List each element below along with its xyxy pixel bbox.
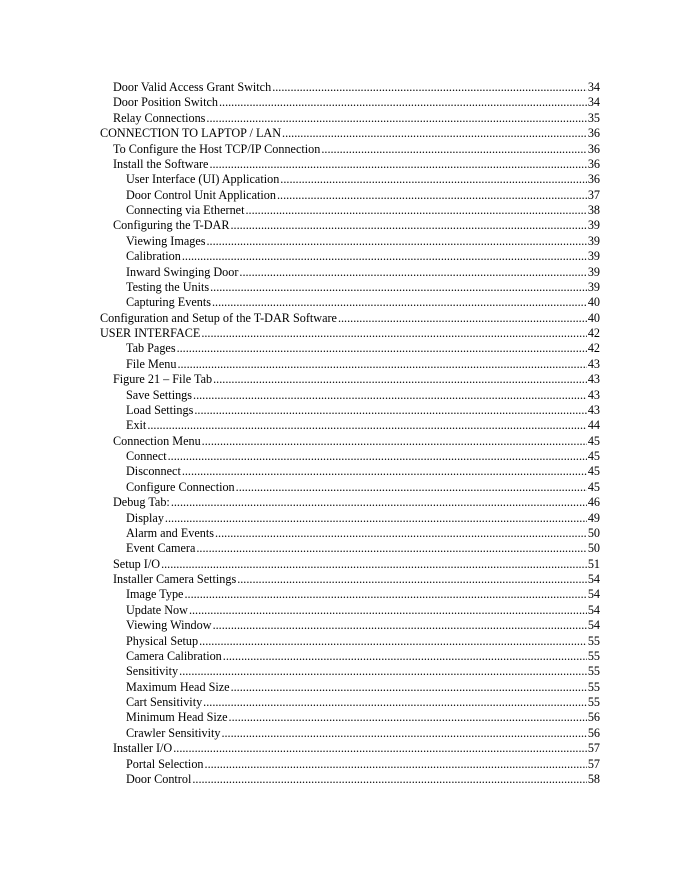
toc-dot-leader [223, 649, 587, 664]
toc-entry[interactable] [126, 695, 600, 710]
toc-entry-title: Installer I/O [113, 741, 173, 756]
toc-dot-leader [321, 142, 586, 157]
toc-entry[interactable] [126, 203, 600, 218]
toc-dot-leader [277, 188, 587, 203]
toc-entry-title: Figure 21 – File Tab [113, 372, 213, 387]
toc-dot-leader [338, 311, 587, 326]
toc-dot-leader [231, 680, 587, 695]
toc-entry-title: Door Position Switch [113, 95, 218, 110]
toc-entry[interactable] [113, 142, 600, 157]
toc-entry-title: Image Type [126, 587, 184, 602]
toc-dot-leader [199, 634, 587, 649]
toc-entry-title: Setup I/O [113, 556, 161, 571]
toc-entry-title: Relay Connections [113, 110, 206, 125]
toc-dot-leader [230, 218, 586, 233]
toc-entry-page-number: 54 [587, 572, 600, 586]
toc-entry-page-number: 39 [587, 249, 600, 264]
toc-dot-leader [173, 741, 587, 756]
toc-entry-title: CONNECTION TO LAPTOP / LAN [100, 126, 282, 141]
toc-entry[interactable] [113, 95, 600, 110]
toc-entry-page-number: 39 [587, 218, 600, 233]
toc-entry-page-number: 45 [587, 433, 600, 448]
toc-entry[interactable] [126, 480, 600, 495]
toc-entry-title: Capturing Events [126, 295, 211, 310]
toc-entry-page-number: 38 [587, 203, 600, 217]
toc-entry[interactable] [113, 572, 600, 587]
toc-dot-leader [206, 234, 586, 249]
toc-entry-page-number: 43 [587, 402, 600, 417]
toc-entry-title: Door Control Unit Application [126, 187, 276, 202]
toc-entry-title: Connecting via Ethernet [126, 203, 245, 217]
toc-entry-title: Inward Swinging Door [126, 264, 239, 279]
toc-dot-leader [202, 434, 587, 449]
toc-dot-leader [239, 265, 586, 280]
toc-dot-leader [212, 295, 587, 310]
toc-entry-title: Door Valid Access Grant Switch [113, 80, 272, 94]
toc-dot-leader [193, 388, 587, 403]
toc-entry-page-number: 55 [587, 695, 600, 709]
toc-entry-page-number: 55 [587, 648, 600, 663]
toc-dot-leader [237, 572, 587, 587]
toc-entry[interactable] [126, 710, 600, 725]
toc-entry[interactable] [126, 449, 600, 464]
toc-entry-title: Viewing Window [126, 618, 212, 633]
toc-entry-page-number: 36 [587, 156, 600, 171]
toc-entry-title: Cart Sensitivity [126, 695, 203, 709]
toc-dot-leader [205, 757, 587, 772]
toc-entry-title: Camera Calibration [126, 648, 222, 663]
toc-dot-leader [165, 511, 587, 526]
toc-entry[interactable] [126, 234, 600, 249]
toc-entry-title: Tab Pages [126, 341, 176, 356]
toc-entry-page-number: 40 [587, 310, 600, 325]
toc-entry-page-number: 45 [587, 449, 600, 463]
toc-entry-title: Calibration [126, 249, 181, 264]
toc-dot-leader [209, 157, 586, 172]
toc-dot-leader [171, 495, 587, 510]
toc-dot-leader [182, 464, 587, 479]
toc-entry[interactable] [126, 403, 600, 418]
toc-entry[interactable] [113, 372, 600, 387]
toc-dot-leader [168, 449, 587, 464]
toc-entry-page-number: 54 [587, 602, 600, 617]
toc-entry-page-number: 36 [587, 172, 600, 187]
toc-entry[interactable] [126, 388, 600, 403]
toc-dot-leader [147, 418, 587, 433]
toc-dot-leader [161, 557, 587, 572]
toc-entry-title: Save Settings [126, 387, 193, 402]
toc-entry-page-number: 36 [587, 141, 600, 156]
toc-entry-page-number: 37 [587, 187, 600, 202]
toc-entry-page-number: 40 [587, 295, 600, 310]
toc-entry[interactable] [113, 741, 600, 756]
toc-entry[interactable] [100, 326, 600, 341]
toc-dot-leader [177, 357, 586, 372]
toc-entry-title: Configuration and Setup of the T-DAR Software [100, 310, 337, 325]
toc-dot-leader [179, 664, 587, 679]
toc-entry-title: Physical Setup [126, 633, 199, 648]
toc-entry[interactable] [113, 557, 600, 572]
toc-entry[interactable] [126, 680, 600, 695]
toc-entry-title: Configure Connection [126, 479, 235, 494]
toc-entry-title: USER INTERFACE [100, 326, 201, 340]
toc-entry-page-number: 51 [587, 556, 600, 571]
toc-entry[interactable] [126, 418, 600, 433]
toc-entry-page-number: 43 [587, 372, 600, 387]
toc-entry[interactable] [126, 649, 600, 664]
toc-entry-page-number: 42 [587, 341, 600, 356]
toc-entry[interactable] [126, 249, 600, 264]
toc-entry-page-number: 55 [587, 633, 600, 648]
toc-dot-leader [203, 695, 587, 710]
toc-dot-leader [236, 480, 587, 495]
toc-entry-title: Debug Tab: [113, 495, 170, 510]
toc-entry[interactable] [126, 341, 600, 356]
toc-entry-title: Install the Software [113, 156, 209, 171]
toc-entry[interactable] [126, 634, 600, 649]
toc-entry-page-number: 43 [587, 356, 600, 371]
toc-entry[interactable] [126, 357, 600, 372]
toc-entry-page-number: 56 [587, 710, 600, 725]
toc-entry[interactable] [126, 526, 600, 541]
toc-entry-page-number: 46 [587, 495, 600, 510]
toc-entry[interactable] [126, 295, 600, 310]
toc-dot-leader [245, 203, 586, 218]
toc-entry[interactable] [126, 511, 600, 526]
toc-entry[interactable] [126, 726, 600, 741]
toc-dot-leader [221, 726, 586, 741]
toc-dot-leader [210, 280, 587, 295]
toc-entry-title: File Menu [126, 356, 177, 371]
toc-entry-page-number: 55 [587, 679, 600, 694]
table-of-contents [0, 80, 680, 787]
toc-entry-page-number: 45 [587, 479, 600, 494]
toc-entry-page-number: 50 [587, 541, 600, 556]
toc-entry[interactable] [126, 541, 600, 556]
toc-entry[interactable] [113, 80, 600, 95]
toc-entry[interactable] [126, 757, 600, 772]
toc-entry-page-number: 39 [587, 279, 600, 294]
toc-entry[interactable] [126, 664, 600, 679]
toc-dot-leader [272, 80, 587, 95]
toc-entry[interactable] [126, 188, 600, 203]
toc-dot-leader [177, 341, 587, 356]
toc-entry[interactable] [113, 157, 600, 172]
toc-dot-leader [189, 603, 587, 618]
toc-entry-title: Sensitivity [126, 664, 179, 679]
toc-entry-page-number: 45 [587, 464, 600, 479]
toc-entry[interactable] [126, 464, 600, 479]
toc-entry-title: Connection Menu [113, 433, 201, 448]
toc-dot-leader [213, 372, 587, 387]
toc-dot-leader [201, 326, 586, 341]
toc-entry-title: Load Settings [126, 402, 194, 417]
toc-dot-leader [196, 541, 586, 556]
toc-entry-title: Minimum Head Size [126, 710, 228, 725]
toc-entry-page-number: 42 [587, 326, 600, 340]
toc-dot-leader [206, 111, 586, 126]
toc-entry-title: Disconnect [126, 464, 181, 479]
toc-entry-title: Crawler Sensitivity [126, 725, 221, 740]
toc-entry[interactable] [126, 172, 600, 187]
toc-dot-leader [213, 618, 587, 633]
toc-entry[interactable] [113, 218, 600, 233]
toc-entry-title: To Configure the Host TCP/IP Connection [113, 141, 321, 156]
toc-entry-page-number: 49 [587, 510, 600, 525]
toc-entry-page-number: 44 [587, 418, 600, 433]
toc-entry-page-number: 54 [587, 587, 600, 602]
toc-entry-title: Maximum Head Size [126, 679, 230, 694]
toc-entry[interactable] [126, 603, 600, 618]
toc-entry[interactable] [113, 111, 600, 126]
toc-entry-page-number: 58 [587, 771, 600, 786]
toc-dot-leader [182, 249, 587, 264]
toc-entry-page-number: 39 [587, 233, 600, 248]
toc-entry-page-number: 55 [587, 664, 600, 679]
toc-entry-page-number: 57 [587, 741, 600, 756]
toc-entry[interactable] [113, 495, 600, 510]
toc-entry[interactable] [126, 265, 600, 280]
toc-dot-leader [282, 126, 587, 141]
toc-entry-page-number: 54 [587, 618, 600, 633]
toc-dot-leader [194, 403, 586, 418]
toc-entry-page-number: 56 [587, 725, 600, 740]
toc-entry[interactable] [126, 618, 600, 633]
toc-entry[interactable] [100, 126, 600, 141]
toc-entry-title: Testing the Units [126, 279, 210, 294]
toc-entry[interactable] [126, 587, 600, 602]
toc-entry-title: User Interface (UI) Application [126, 172, 280, 187]
toc-dot-leader [192, 772, 586, 787]
toc-entry-title: Configuring the T-DAR [113, 218, 230, 233]
toc-entry-title: Door Control [126, 771, 192, 786]
toc-entry[interactable] [126, 772, 600, 787]
toc-entry-title: Update Now [126, 602, 188, 617]
toc-entry-title: Exit [126, 418, 147, 433]
toc-entry[interactable] [113, 434, 600, 449]
toc-entry-page-number: 39 [587, 264, 600, 279]
toc-entry-title: Alarm and Events [126, 525, 214, 540]
toc-entry-page-number: 34 [587, 80, 600, 94]
toc-entry-page-number: 57 [587, 756, 600, 771]
toc-entry-title: Portal Selection [126, 756, 204, 771]
toc-entry-title: Viewing Images [126, 233, 206, 248]
toc-entry-page-number: 34 [587, 95, 600, 110]
toc-entry-page-number: 36 [587, 126, 600, 141]
toc-entry[interactable] [100, 311, 600, 326]
toc-entry-title: Display [126, 510, 164, 525]
toc-dot-leader [219, 95, 587, 110]
toc-entry-page-number: 35 [587, 110, 600, 125]
toc-entry[interactable] [126, 280, 600, 295]
toc-entry-title: Connect [126, 449, 167, 463]
toc-entry-title: Installer Camera Settings [113, 572, 237, 586]
toc-dot-leader [215, 526, 587, 541]
toc-entry-page-number: 43 [587, 387, 600, 402]
toc-entry-page-number: 50 [587, 525, 600, 540]
toc-entry-title: Event Camera [126, 541, 196, 556]
toc-dot-leader [184, 587, 586, 602]
toc-dot-leader [229, 710, 587, 725]
toc-dot-leader [280, 172, 587, 187]
